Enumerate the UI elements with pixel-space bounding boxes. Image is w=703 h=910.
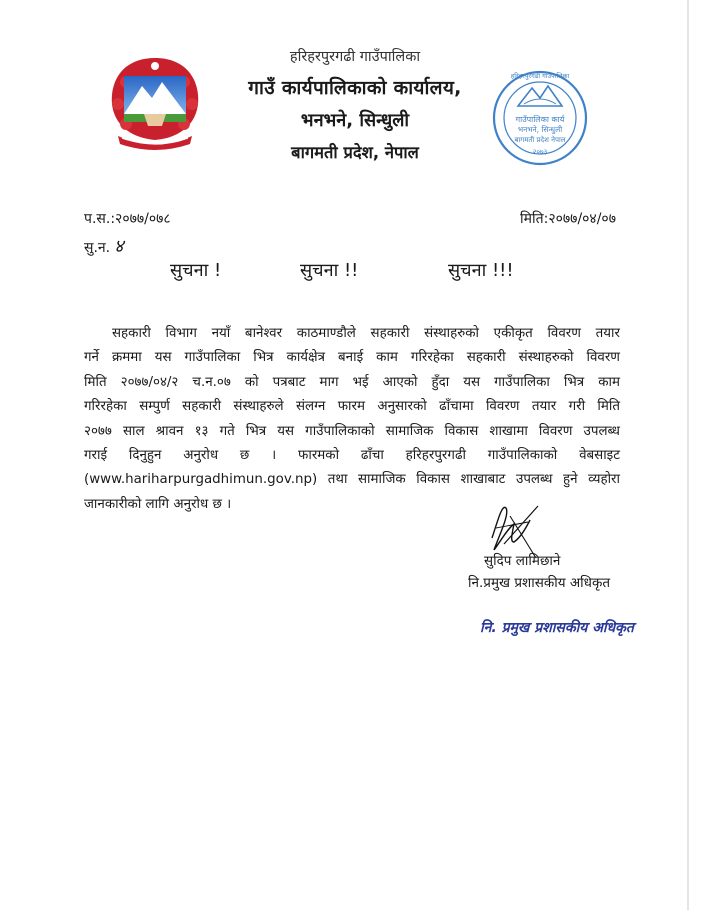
- seal-line3: बागमती प्रदेश नेपाल: [514, 136, 566, 144]
- body-line-6: गराई दिनुहुन अनुरोध छ । फारमको ढाँचा हरिहरपुरगढी गाउँपालिकाको वेबसाइट: [84, 448, 620, 464]
- municipality-name: हरिहरपुरगढी गाउँपालिका: [289, 49, 421, 65]
- notice-heading-1: सुचना !: [170, 260, 222, 281]
- serial-number: [84, 234, 124, 258]
- seal-line1: गाउँपालिका कार्य: [515, 115, 565, 124]
- office-location: भनभने, सिन्धुली: [300, 110, 410, 131]
- body-line-2: गर्ने क्रममा यस गाउँपालिका भित्र कार्यक्षेत्र बनाई काम गरिरहेका सहकारी संस्थाहरुको विवरण: [84, 350, 620, 366]
- body-line-3: मिति २०७७/०४/२ च.न.०७ को पत्रबाट माग भई आएको हुँदा यस गाउँपालिका भित्र काम: [84, 374, 620, 390]
- notice-body: [84, 322, 620, 517]
- body-line-5: २०७७ साल श्रावन १३ गते भित्र यस गाउँपालिकाको सामाजिक विकास शाखामा विवरण उपलब्ध: [84, 423, 620, 439]
- seal-line2: भनभने, सिन्धुली: [517, 125, 563, 134]
- designation-stamp: नि. प्रमुख प्रशासकीय अधिकृत: [480, 620, 634, 636]
- notice-heading-2: सुचना !!: [300, 260, 359, 281]
- page-edge: [687, 0, 689, 910]
- serial-label: सु.न.: [84, 240, 111, 256]
- seal-year: २०७३: [532, 148, 548, 156]
- reference-number: प.स.:२०७७/०७८: [84, 211, 171, 227]
- notice-heading-row: [170, 258, 530, 284]
- body-line-7: (www.hariharpurgadhimun.gov.np) तथा सामाजिक विकास शाखाबाट उपलब्ध हुने व्यहोरा: [84, 472, 620, 488]
- province-name: बागमती प्रदेश, नेपाल: [291, 143, 419, 162]
- body-line-1: सहकारी विभाग नयाँ बानेश्वर काठमाण्डौले सहकारी संस्थाहरुको एकीकृत विवरण तयार: [112, 326, 620, 341]
- serial-value: ४: [114, 236, 124, 257]
- body-line-4: गरिरहेका सम्पुर्ण सहकारी संस्थाहरुले संलग्न फारम अनुसारको ढाँचामा विवरण तयार गरी मिति: [84, 399, 620, 415]
- office-seal-icon: [488, 64, 592, 172]
- nepal-emblem-icon: [100, 52, 210, 152]
- signatory-title: नि.प्रमुख प्रशासकीय अधिकृत: [468, 575, 611, 591]
- seal-ring-text: हरिहरपुरगढी गाउँपालिका: [510, 72, 570, 80]
- letter-date: मिति:२०७७/०४/०७: [520, 211, 616, 227]
- signatory-name: सुदिप लामिछाने: [484, 553, 561, 569]
- body-line-8: जानकारीको लागि अनुरोध छ ।: [84, 496, 232, 512]
- office-name: गाउँ कार्यपालिकाको कार्यालय,: [248, 77, 462, 99]
- notice-heading-3: सुचना !!!: [448, 260, 514, 281]
